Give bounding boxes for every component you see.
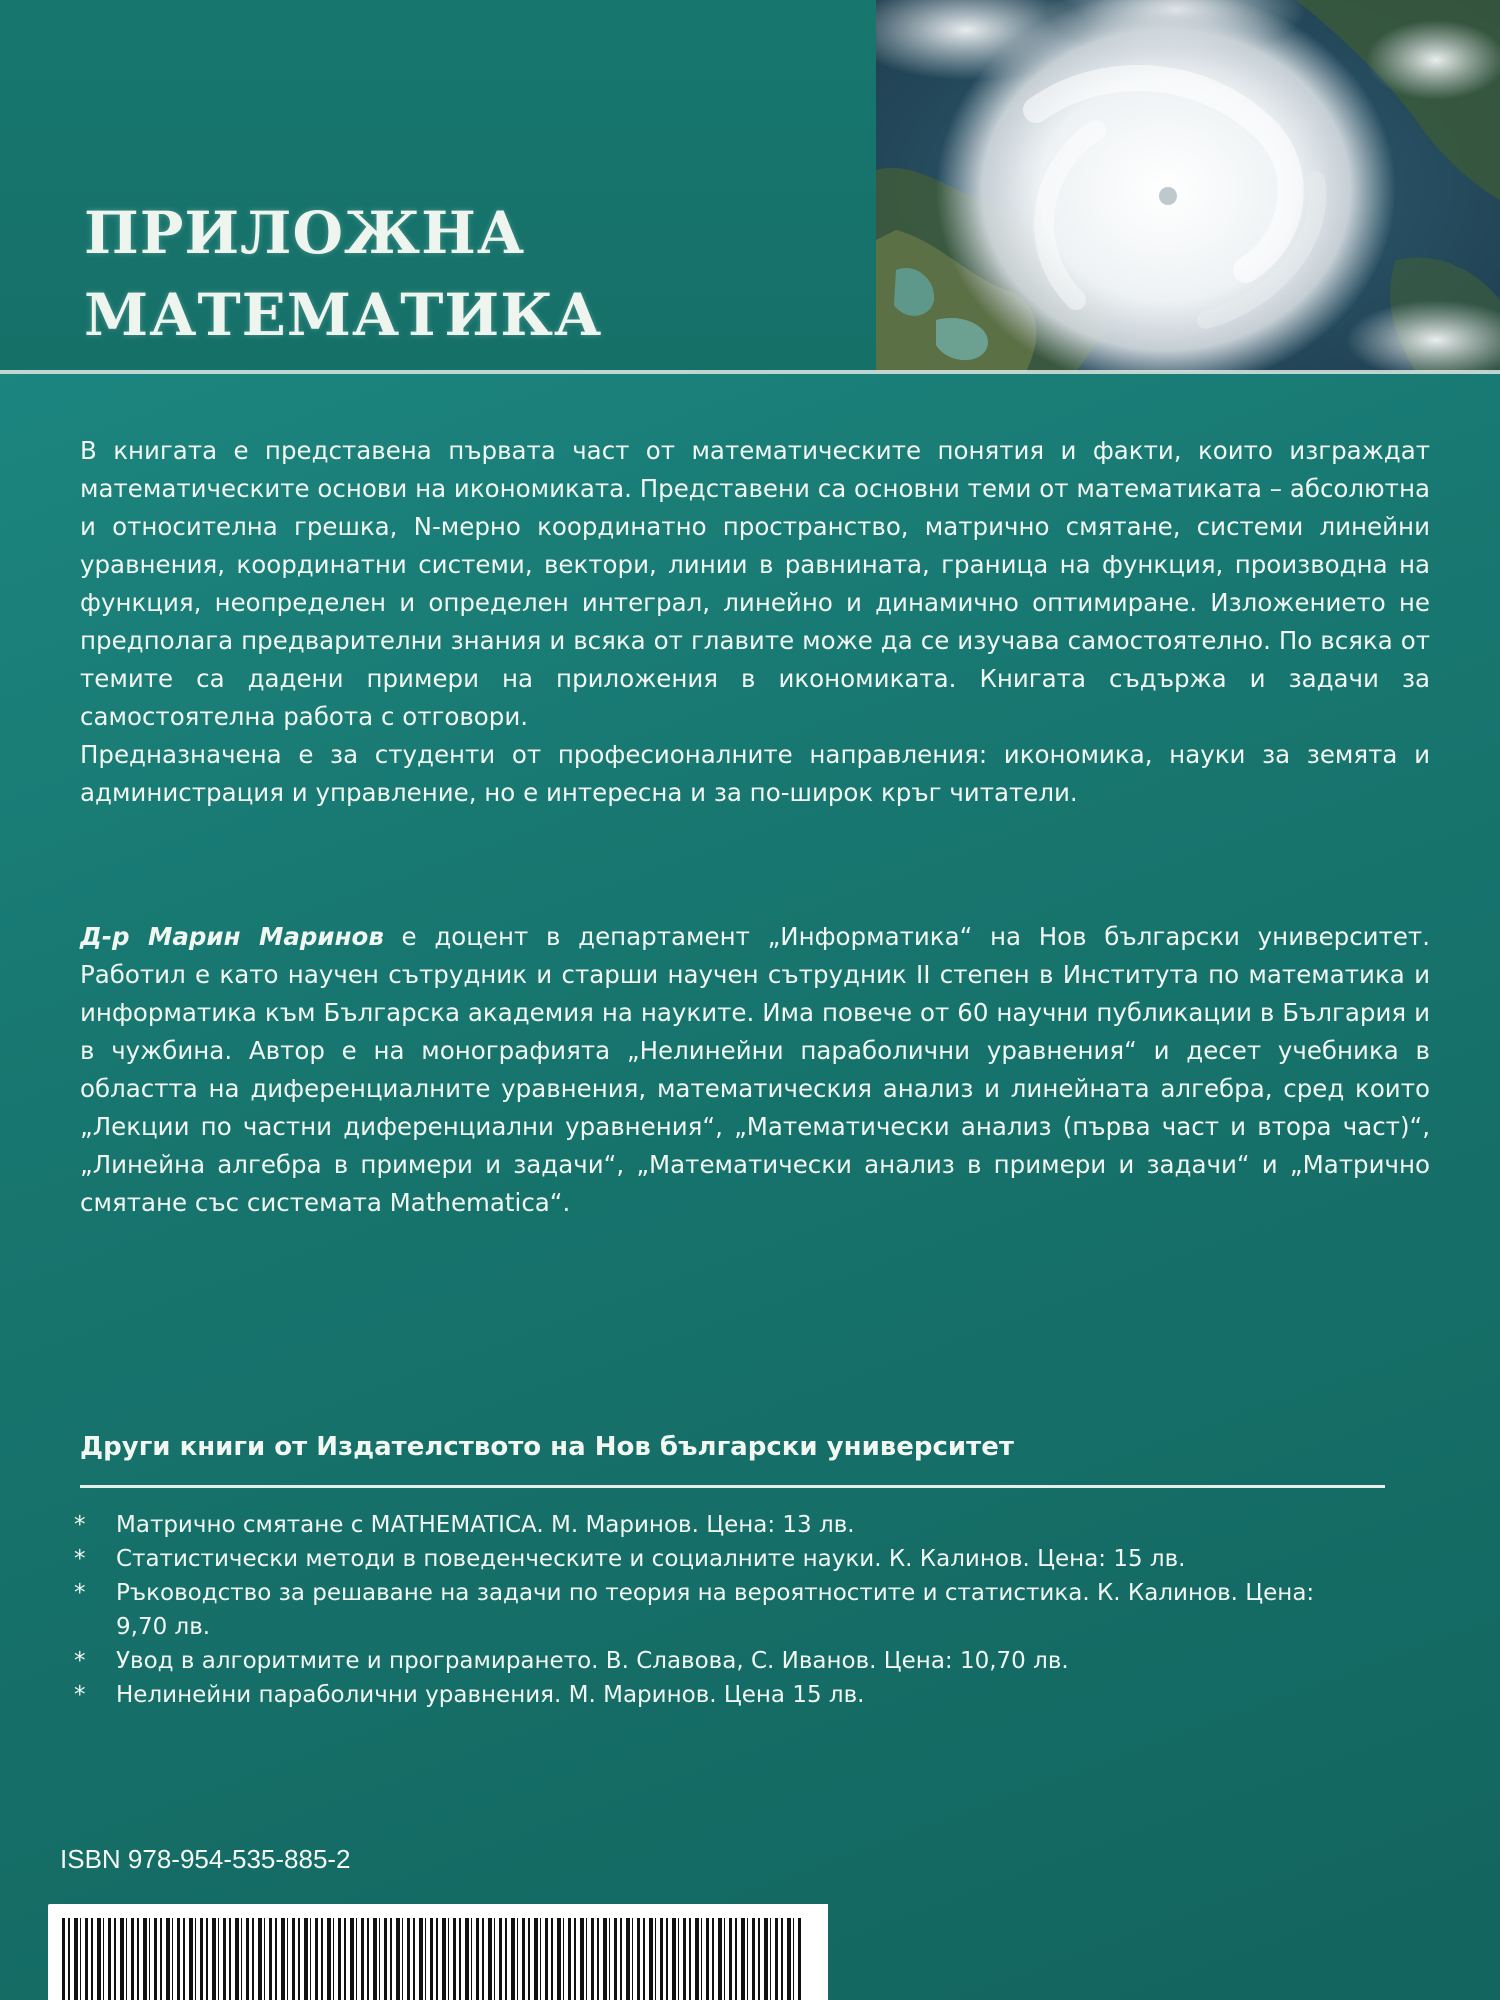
header-divider xyxy=(0,370,1500,374)
book-entry: Ръководство за решаване на задачи по теория на вероятностите и статистика. К. Калинов. Цена: 9,70 лв. xyxy=(116,1580,1315,1640)
barcode-bars xyxy=(62,1918,802,2000)
author-name: Д-р Марин Маринов xyxy=(80,922,384,951)
other-books-heading: Други книги от Издателството на Нов български университет xyxy=(80,1432,1014,1462)
hurricane-satellite-image xyxy=(876,0,1500,372)
list-item xyxy=(70,1508,1370,1542)
book-entry: Нелинейни параболични уравнения. М. Маринов. Цена 15 лв. xyxy=(116,1682,865,1708)
list-item xyxy=(70,1678,1370,1712)
bullet-marker: * xyxy=(74,1648,86,1674)
author-bio xyxy=(80,918,1430,1222)
book-entry: Статистически методи в поведенческите и социалните науки. К. Калинов. Цена: 15 лв. xyxy=(116,1546,1186,1572)
book-entry: Матрично смятане с MATHEMATICA. М. Маринов. Цена: 13 лв. xyxy=(116,1512,855,1538)
other-books-list xyxy=(70,1508,1370,1712)
list-item xyxy=(70,1576,1370,1644)
book-entry: Увод в алгоритмите и програмирането. В. Славова, С. Иванов. Цена: 10,70 лв. xyxy=(116,1648,1069,1674)
bullet-marker: * xyxy=(74,1512,86,1538)
bullet-marker: * xyxy=(74,1580,86,1606)
bullet-marker: * xyxy=(74,1682,86,1708)
list-item xyxy=(70,1542,1370,1576)
book-title-line2: МАТЕМАТИКА xyxy=(84,281,603,349)
book-title xyxy=(84,192,602,356)
book-description xyxy=(80,432,1430,812)
description-paragraph: Предназначена е за студенти от професионалните направления: икономика, науки за земята и администрация и управление, но е интересна и за по-широк кръг читатели. xyxy=(80,740,1430,807)
hurricane-satellite-svg xyxy=(876,0,1500,372)
barcode xyxy=(48,1904,828,2000)
list-item xyxy=(70,1644,1370,1678)
bullet-marker: * xyxy=(74,1546,86,1572)
other-books-divider xyxy=(80,1485,1385,1488)
book-title-line1: ПРИЛОЖНА xyxy=(84,199,526,267)
description-paragraph: В книгата е представена първата част от математическите понятия и факти, които изграждат математическите основи на икономиката. Представени са основни теми от математиката – абсолютна и относителна грешка, N-мерно координатно пространство, матрично смятане, системи линейни уравнения, координатни системи, вектори, линии в равнината, граница на функция, производна на функция, неопределен и определен интеграл, линейно и динамично оптимиране. Изложението не предполага предварителни знания и всяка от главите може да се изучава самостоятелно. По всяка от темите са дадени примери на приложения в икономиката. Книгата съдържа и задачи за самостоятелна работа с отговори. xyxy=(80,436,1430,731)
author-bio-text: е доцент в департамент „Информатика“ на Нов български университет. Работил е като научен сътрудник и старши научен сътрудник II степен в Института по математика и информатика към Българска академия на науките. Има повече от 60 научни публикации в България и в чужбина. Автор е на монографията „Нелинейни параболични уравнения“ и десет учебника в областта на диференциалните уравнения, математическия анализ и линейната алгебра, сред които „Лекции по частни диференциални уравнения“, „Математически анализ (първа част и втора част)“, „Линейна алгебра в примери и задачи“, „Математически анализ в примери и задачи“ и „Матрично смятане със системата Mathematica“. xyxy=(80,922,1430,1217)
isbn-number: ISBN 978-954-535-885-2 xyxy=(60,1844,351,1874)
author-paragraph xyxy=(80,918,1430,1222)
